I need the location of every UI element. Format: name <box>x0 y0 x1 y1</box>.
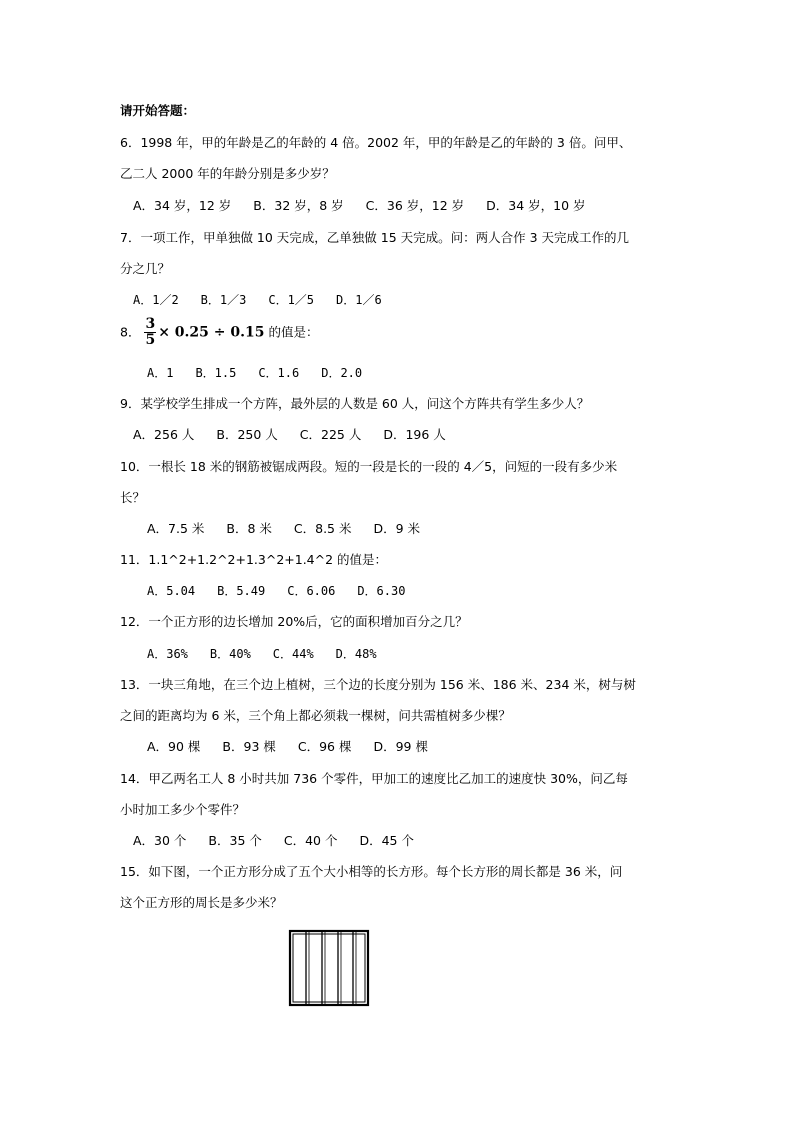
question-13-line-1: 13．一块三角地，在三个边上植树，三个边的长度分别为 156 米、186 米、234 米，树与树 <box>120 677 636 692</box>
question-8-options <box>147 365 380 381</box>
section-heading: 请开始答题： <box>120 103 196 118</box>
question-10-options <box>147 521 438 537</box>
question-12-line-1: 12．一个正方形的边长增加 20%后，它的面积增加百分之几？ <box>120 614 468 629</box>
option-b[interactable]: B．93 棵 <box>222 739 276 754</box>
question-8-number: 8． <box>120 324 141 340</box>
option-a[interactable]: A．36% <box>147 647 188 661</box>
option-a[interactable]: A．30 个 <box>133 833 187 848</box>
question-8-suffix: 的值是： <box>268 324 319 340</box>
question-14-line-1: 14．甲乙两名工人 8 小时共加 736 个零件，甲加工的速度比乙加工的速度快 30%，问乙每 <box>120 771 628 786</box>
option-a[interactable]: A．1 <box>147 366 174 380</box>
question-15-line-2: 这个正方形的周长是多少米？ <box>120 895 283 910</box>
question-9-options <box>133 427 464 443</box>
question-11-line-1: 11．1.1^2+1.2^2+1.3^2+1.4^2 的值是： <box>120 552 388 567</box>
question-6-line-1: 6．1998 年，甲的年龄是乙的年龄的 4 倍。2002 年，甲的年龄是乙的年龄的 3 倍。问甲、 <box>120 135 632 150</box>
option-c[interactable]: C．8.5 米 <box>293 521 352 536</box>
option-c[interactable]: C．1／5 <box>268 293 315 307</box>
question-7-options <box>133 292 400 308</box>
option-d[interactable]: D．9 米 <box>373 521 421 536</box>
square-divided-into-five-rectangles <box>288 929 370 1007</box>
fraction-denominator: 5 <box>145 332 156 348</box>
option-b[interactable]: B．5.49 <box>217 584 266 598</box>
option-c[interactable]: C．44% <box>272 647 314 661</box>
option-b[interactable]: B．8 米 <box>226 521 272 536</box>
option-d[interactable]: D．48% <box>335 647 377 661</box>
option-d[interactable]: D．99 棵 <box>373 739 428 754</box>
question-11-options <box>147 583 423 599</box>
option-c[interactable]: C．6.06 <box>287 584 336 598</box>
option-b[interactable]: B．32 岁，8 岁 <box>253 198 344 213</box>
question-15-line-1: 15．如下图，一个正方形分成了五个大小相等的长方形。每个长方形的周长都是 36 米，问 <box>120 864 623 879</box>
question-14-options <box>133 833 432 849</box>
option-d[interactable]: D．34 岁，10 岁 <box>486 198 586 213</box>
question-14-line-2: 小时加工多少个零件？ <box>120 802 246 817</box>
option-c[interactable]: C．40 个 <box>283 833 338 848</box>
option-a[interactable]: A．1／2 <box>133 293 179 307</box>
option-a[interactable]: A．34 岁，12 岁 <box>133 198 232 213</box>
option-d[interactable]: D．1／6 <box>336 293 382 307</box>
option-a[interactable]: A．5.04 <box>147 584 196 598</box>
option-b[interactable]: B．35 个 <box>208 833 262 848</box>
fraction <box>144 317 156 348</box>
option-c[interactable]: C．96 棵 <box>297 739 352 754</box>
question-6-line-2: 乙二人 2000 年的年龄分别是多少岁？ <box>120 166 335 181</box>
inner-square <box>293 934 365 1002</box>
option-b[interactable]: B．1／3 <box>200 293 247 307</box>
question-9-line-1: 9．某学校学生排成一个方阵，最外层的人数是 60 人，问这个方阵共有学生多少人？ <box>120 396 590 411</box>
option-c[interactable]: C．36 岁，12 岁 <box>365 198 465 213</box>
formula-expression: × 0.25 ÷ 0.15 <box>158 324 265 341</box>
option-b[interactable]: B．1.5 <box>195 366 237 380</box>
question-6-options <box>133 198 604 214</box>
fraction-numerator: 3 <box>145 316 156 332</box>
question-10-line-2: 长？ <box>120 490 146 505</box>
question-8-line <box>120 317 318 348</box>
option-a[interactable]: A．7.5 米 <box>147 521 205 536</box>
option-d[interactable]: D．45 个 <box>359 833 414 848</box>
option-a[interactable]: A．90 棵 <box>147 739 201 754</box>
option-d[interactable]: D．2.0 <box>321 366 363 380</box>
option-c[interactable]: C．225 人 <box>299 427 362 442</box>
option-a[interactable]: A．256 人 <box>133 427 195 442</box>
option-b[interactable]: B．40% <box>209 647 251 661</box>
question-13-options <box>147 739 446 755</box>
question-7-line-2: 分之几？ <box>120 261 171 276</box>
option-b[interactable]: B．250 人 <box>216 427 278 442</box>
question-10-line-1: 10．一根长 18 米的钢筋被锯成两段。短的一段是长的一段的 4／5，问短的一段有多少米 <box>120 459 618 474</box>
option-d[interactable]: D．196 人 <box>383 427 446 442</box>
question-13-line-2: 之间的距离均为 6 米，三个角上都必须栽一棵树，问共需植树多少棵？ <box>120 708 511 723</box>
option-d[interactable]: D．6.30 <box>357 584 406 598</box>
question-8-formula <box>144 317 264 348</box>
question-12-options <box>147 646 395 662</box>
option-c[interactable]: C．1.6 <box>258 366 300 380</box>
question-7-line-1: 7．一项工作，甲单独做 10 天完成，乙单独做 15 天完成。问：两人合作 3 天完成工作的几 <box>120 230 630 245</box>
